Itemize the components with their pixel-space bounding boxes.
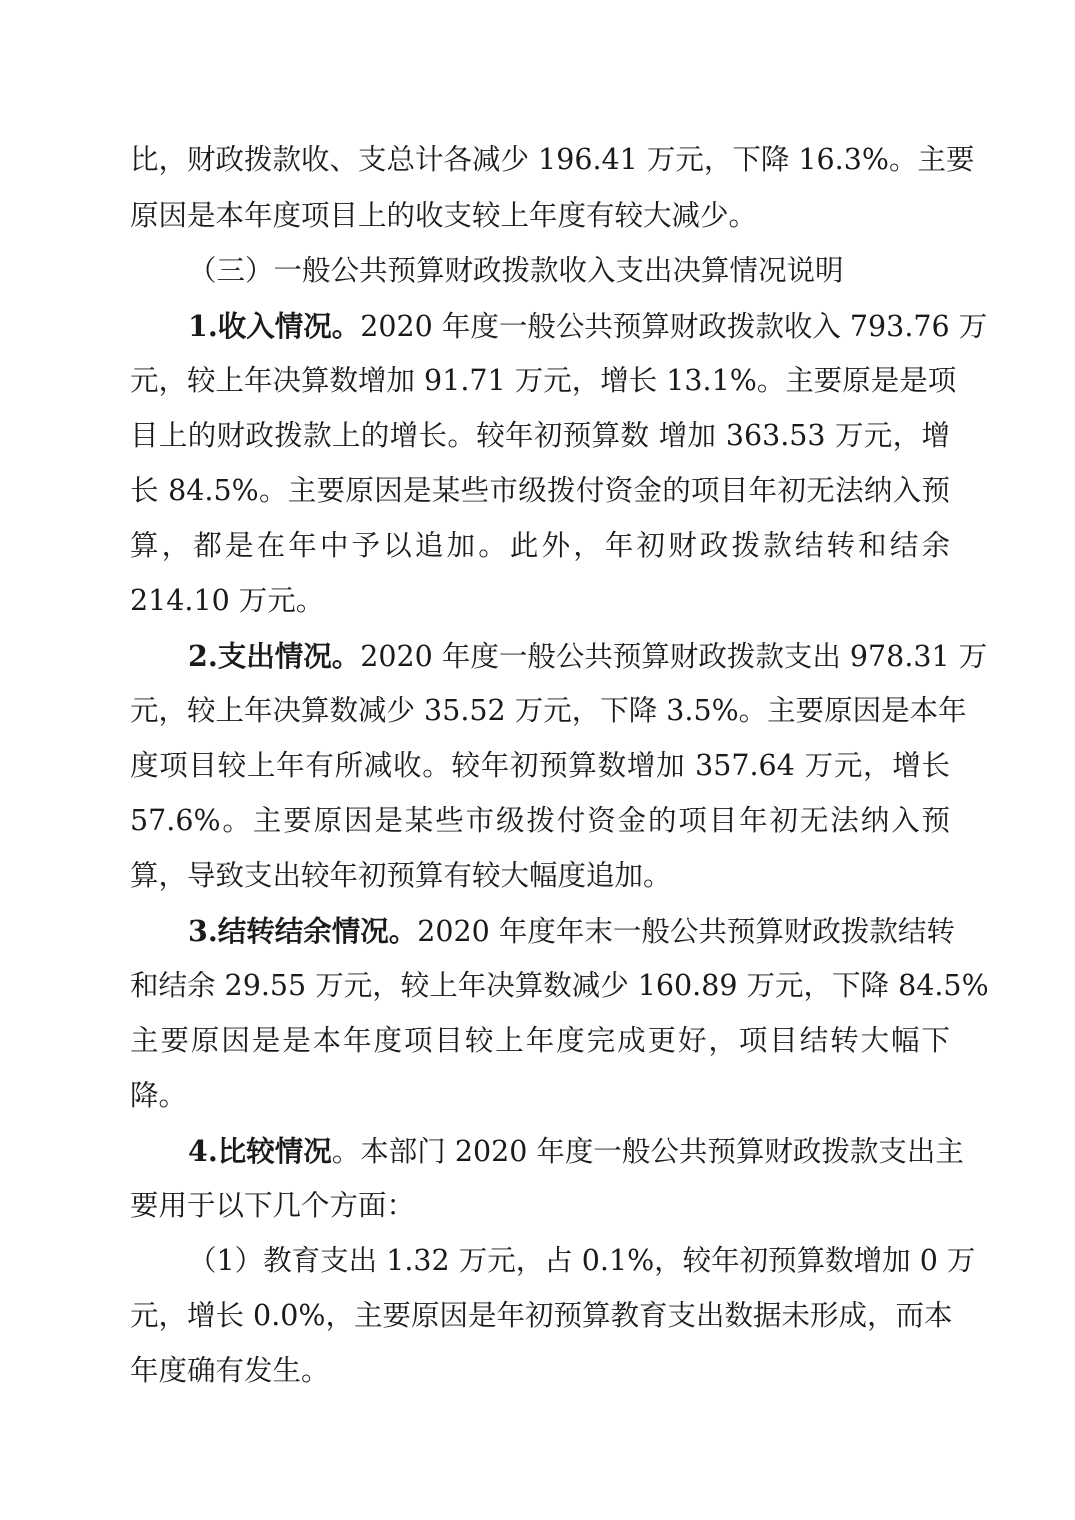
paragraph-line [188,304,988,348]
paragraph-text: 2020 年度一般公共预算财政拨款支出 978.31 万 [360,640,988,673]
paragraph-text: 2020 年度年末一般公共预算财政拨款结转 [417,915,955,948]
paragraph-line [188,634,988,678]
paragraph-line [188,909,955,953]
paragraph-line: 214.10 万元。 [130,584,325,617]
subsection-heading: 4.比较情况 [188,1134,332,1168]
paragraph-line: 原因是本年度项目上的收支较上年度有较大减少。 [130,199,758,232]
paragraph-text: 2020 年度一般公共预算财政拨款收入 793.76 万 [360,310,988,343]
paragraph-line: 元，增长 0.0%，主要原因是年初预算教育支出数据未形成，而本 [130,1299,953,1332]
paragraph-line: 度项目较上年有所减收。较年初预算数增加 357.64 万元，增长 [130,749,950,782]
paragraph-text: 。本部门 2020 年度一般公共预算财政拨款支出主 [331,1135,964,1168]
paragraph-line: 降。 [130,1079,188,1112]
paragraph-line: 长 84.5%。主要原因是某些市级拨付资金的项目年初无法纳入预 [130,474,950,507]
paragraph-line: 算，导致支出较年初预算有较大幅度追加。 [130,859,672,892]
paragraph-line: 57.6%。主要原因是某些市级拨付资金的项目年初无法纳入预 [130,804,950,837]
paragraph-line: 比，财政拨款收、支总计各减少 196.41 万元，下降 16.3%。主要 [130,143,975,176]
subsection-heading: 2.支出情况。 [188,639,361,673]
paragraph-line: （1）教育支出 1.32 万元，占 0.1%，较年初预算数增加 0 万 [188,1244,976,1277]
paragraph-line: 元，较上年决算数增加 91.71 万元，增长 13.1%。主要原是是项 [130,364,957,397]
paragraph-line: 主要原因是是本年度项目较上年度完成更好，项目结转大幅下 [130,1024,950,1057]
paragraph-line: 和结余 29.55 万元，较上年决算数减少 160.89 万元，下降 84.5% [130,969,989,1002]
paragraph-line: 算，都是在年中予以追加。此外，年初财政拨款结转和结余 [130,529,950,562]
subsection-heading: 3.结转结余情况。 [188,914,418,948]
subsection-heading: 1.收入情况。 [188,309,361,343]
paragraph-line: 年度确有发生。 [130,1354,330,1387]
paragraph-line [188,1129,964,1173]
paragraph-line: 元，较上年决算数减少 35.52 万元，下降 3.5%。主要原因是本年 [130,694,967,727]
section-heading: （三）一般公共预算财政拨款收入支出决算情况说明 [188,254,844,287]
paragraph-line: 要用于以下几个方面： [130,1189,416,1222]
paragraph-line: 目上的财政拨款上的增长。较年初预算数 增加 363.53 万元，增 [130,419,950,452]
